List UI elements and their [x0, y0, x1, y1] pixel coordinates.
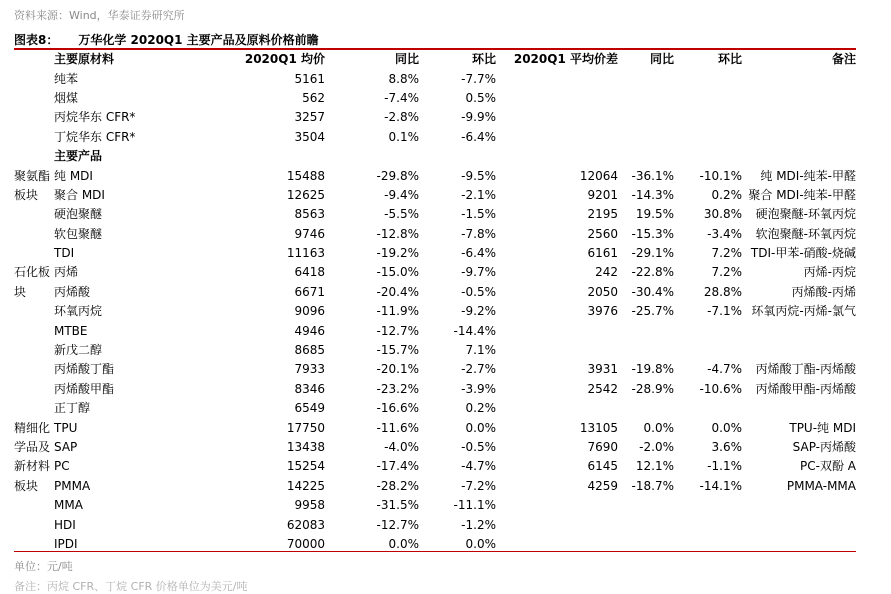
row-spread-qoq — [674, 128, 742, 147]
row-yoy: -4.0% — [384, 440, 419, 454]
footnote: 备注：丙烷 CFR、丁烷 CFR 价格单位为美元/吨 — [14, 580, 248, 593]
table-header-row — [14, 50, 856, 69]
row-group-label — [14, 283, 54, 302]
row-qoq: -1.2% — [461, 517, 496, 532]
row-spread-qoq: -10.1% — [699, 168, 742, 183]
row-avg-spread — [496, 341, 618, 360]
row-avg-spread — [496, 321, 618, 340]
row-note — [742, 128, 856, 147]
group-label-text: 学品及 — [14, 440, 51, 454]
row-yoy: -15.0% — [376, 265, 419, 280]
row-yoy: -5.5% — [384, 207, 419, 222]
header-yoy: 同比 — [394, 52, 419, 67]
row-group-label — [14, 147, 54, 166]
row-avg-spread: 9201 — [587, 187, 618, 202]
row-name: 丙烯酸甲酯 — [54, 381, 115, 396]
row-yoy: 0.1% — [388, 129, 419, 144]
row-avg-price: 3257 — [294, 110, 325, 125]
row-qoq — [419, 147, 496, 166]
row-spread-qoq: -1.1% — [707, 459, 742, 474]
table-row — [14, 108, 856, 127]
row-spread-yoy: -2.0% — [639, 440, 674, 454]
group-label-text: 板块 — [14, 187, 39, 202]
row-avg-price: 15254 — [286, 459, 325, 474]
row-yoy: 8.8% — [388, 71, 419, 86]
table-row — [14, 147, 856, 166]
row-avg-spread: 13105 — [579, 420, 618, 435]
row-qoq: -7.8% — [461, 226, 496, 241]
row-spread-yoy: 12.1% — [635, 459, 674, 474]
row-group-label — [14, 108, 54, 127]
row-qoq: -7.7% — [461, 71, 496, 86]
row-avg-price: 7933 — [294, 362, 325, 377]
row-avg-spread: 4259 — [587, 478, 618, 493]
table-row — [14, 225, 856, 244]
row-avg-spread — [496, 89, 618, 108]
row-avg-price: 17750 — [286, 420, 325, 435]
row-avg-price: 9096 — [294, 304, 325, 319]
row-avg-spread: 3976 — [587, 304, 618, 319]
table-row — [14, 418, 856, 437]
row-avg-spread: 2195 — [587, 207, 618, 222]
row-spread-yoy: 0.0% — [643, 420, 674, 435]
row-spread-yoy — [618, 69, 674, 88]
row-spread-qoq — [674, 515, 742, 534]
row-yoy: -20.1% — [376, 362, 419, 377]
row-spread-yoy: -36.1% — [631, 168, 674, 183]
row-spread-qoq — [674, 341, 742, 360]
row-spread-qoq: 7.2% — [711, 246, 742, 261]
row-qoq: -6.4% — [461, 246, 496, 261]
figure-number: 图表8： — [14, 33, 59, 47]
row-avg-price: 8563 — [294, 207, 325, 222]
row-avg-price: 3504 — [294, 129, 325, 144]
row-qoq: 0.0% — [465, 536, 496, 551]
row-spread-qoq — [674, 69, 742, 88]
row-name: 丙烷华东 CFR* — [54, 110, 136, 125]
row-spread-qoq: 28.8% — [703, 284, 742, 299]
row-yoy: -12.7% — [376, 517, 419, 532]
row-spread-qoq — [674, 108, 742, 127]
bottom-rule — [14, 551, 856, 552]
header-group — [14, 50, 54, 69]
row-spread-qoq: 7.2% — [711, 265, 742, 280]
row-avg-spread: 7690 — [587, 440, 618, 454]
row-spread-yoy — [618, 108, 674, 127]
row-spread-yoy: -14.3% — [631, 187, 674, 202]
row-group-label — [14, 69, 54, 88]
row-yoy — [325, 147, 419, 166]
row-group-label — [14, 128, 54, 147]
row-avg-spread — [496, 515, 618, 534]
row-qoq: -6.4% — [461, 129, 496, 144]
header-qoq: 环比 — [471, 52, 496, 67]
row-note — [742, 341, 856, 360]
row-group-label — [14, 166, 54, 185]
row-avg-spread: 2542 — [587, 381, 618, 396]
row-group-label — [14, 380, 54, 399]
row-group-label — [14, 302, 54, 321]
row-note — [742, 147, 856, 166]
table-row — [14, 69, 856, 88]
row-spread-yoy: -25.7% — [631, 304, 674, 319]
table-body — [14, 69, 856, 554]
row-spread-qoq: -10.6% — [699, 381, 742, 396]
row-avg-price: 11163 — [286, 246, 325, 261]
row-name: MMA — [54, 498, 83, 513]
header-note: 备注 — [831, 52, 856, 67]
row-name: PC — [54, 459, 70, 474]
row-yoy: -11.6% — [376, 420, 419, 435]
row-group-label — [14, 205, 54, 224]
row-group-label — [14, 496, 54, 515]
row-spread-yoy — [618, 399, 674, 418]
row-spread-yoy — [618, 515, 674, 534]
row-spread-qoq — [674, 321, 742, 340]
row-name: 丙烯 — [54, 265, 79, 280]
price-table — [14, 50, 856, 554]
row-group-label — [14, 360, 54, 379]
header-avg-price: 2020Q1 均价 — [244, 52, 325, 67]
row-avg-spread — [496, 128, 618, 147]
row-yoy: -31.5% — [376, 498, 419, 513]
row-yoy: -7.4% — [384, 90, 419, 105]
table-row — [14, 496, 856, 515]
row-note: 丙烯酸丁酯-丙烯酸 — [755, 362, 856, 377]
table-row — [14, 283, 856, 302]
row-note — [742, 321, 856, 340]
row-note: 环氧丙烷-丙烯-氯气 — [751, 304, 856, 319]
table-row — [14, 380, 856, 399]
row-avg-price: 70000 — [286, 536, 325, 551]
row-spread-qoq — [674, 496, 742, 515]
header-spread-yoy: 同比 — [649, 52, 674, 67]
row-yoy: -2.8% — [384, 110, 419, 125]
row-yoy: 0.0% — [388, 536, 419, 551]
row-note: SAP-丙烯酸 — [792, 440, 856, 454]
row-qoq: -2.1% — [461, 187, 496, 202]
row-spread-qoq: -3.4% — [707, 226, 742, 241]
row-note: 纯 MDI-纯苯-甲醛 — [760, 168, 856, 183]
row-yoy: -12.8% — [376, 226, 419, 241]
row-yoy: -23.2% — [376, 381, 419, 396]
table-row — [14, 321, 856, 340]
row-spread-yoy: -30.4% — [631, 284, 674, 299]
row-avg-price: 4946 — [294, 323, 325, 338]
row-group-label — [14, 263, 54, 282]
row-qoq: -9.9% — [461, 110, 496, 125]
row-avg-spread: 242 — [595, 265, 618, 280]
table-row — [14, 341, 856, 360]
row-name: TDI — [54, 246, 75, 261]
row-spread-yoy — [618, 147, 674, 166]
row-avg-spread: 6145 — [587, 459, 618, 474]
row-group-label — [14, 89, 54, 108]
row-spread-yoy — [618, 89, 674, 108]
row-name: SAP — [54, 440, 78, 454]
row-avg-price: 12625 — [286, 187, 325, 202]
row-note — [742, 496, 856, 515]
group-label-text: 石化板 — [14, 265, 51, 280]
row-qoq: -9.2% — [461, 304, 496, 319]
figure-title-text: 万华化学 2020Q1 主要产品及原料价格前瞻 — [78, 33, 319, 47]
header-material: 主要原材料 — [54, 52, 115, 67]
row-spread-yoy: -28.9% — [631, 381, 674, 396]
row-spread-qoq: -7.1% — [707, 304, 742, 319]
row-name: 软包聚醚 — [54, 226, 103, 241]
row-spread-qoq: 0.2% — [711, 187, 742, 202]
row-group-label — [14, 225, 54, 244]
row-name: 环氧丙烷 — [54, 304, 103, 319]
row-name: 主要产品 — [54, 149, 103, 164]
row-avg-price: 8685 — [294, 343, 325, 358]
row-name: 正丁醇 — [54, 401, 91, 416]
table-row — [14, 205, 856, 224]
row-note — [742, 69, 856, 88]
row-yoy: -11.9% — [376, 304, 419, 319]
row-avg-spread: 6161 — [587, 246, 618, 261]
row-yoy: -20.4% — [376, 284, 419, 299]
row-spread-yoy — [618, 321, 674, 340]
row-spread-yoy: 19.5% — [635, 207, 674, 222]
row-avg-price: 6671 — [294, 284, 325, 299]
table-row — [14, 244, 856, 263]
row-yoy: -19.2% — [376, 246, 419, 261]
row-name: 烟煤 — [54, 90, 79, 105]
row-avg-spread — [496, 147, 618, 166]
table-row — [14, 89, 856, 108]
row-group-label — [14, 438, 54, 457]
row-avg-price: 9958 — [294, 498, 325, 513]
group-label-text: 板块 — [14, 478, 39, 493]
row-yoy: -15.7% — [376, 343, 419, 358]
row-avg-spread: 2050 — [587, 284, 618, 299]
row-spread-yoy — [618, 496, 674, 515]
row-avg-price: 62083 — [286, 517, 325, 532]
row-name: 新戊二醇 — [54, 343, 103, 358]
row-qoq: -3.9% — [461, 381, 496, 396]
table-row — [14, 515, 856, 534]
row-qoq: 0.2% — [465, 401, 496, 416]
row-group-label — [14, 418, 54, 437]
source-note: 资料来源：Wind，华泰证券研究所 — [14, 9, 185, 22]
row-note: TPU-纯 MDI — [789, 420, 856, 435]
row-spread-qoq: -14.1% — [699, 478, 742, 493]
row-note — [742, 89, 856, 108]
row-avg-price: 6549 — [294, 401, 325, 416]
table-row — [14, 457, 856, 476]
row-note — [742, 399, 856, 418]
row-name: IPDI — [54, 536, 78, 551]
table-row — [14, 438, 856, 457]
row-spread-yoy: -22.8% — [631, 265, 674, 280]
row-group-label — [14, 186, 54, 205]
table-row — [14, 263, 856, 282]
row-spread-qoq — [674, 147, 742, 166]
group-label-text: 新材料 — [14, 459, 51, 474]
row-avg-price: 14225 — [286, 478, 325, 493]
row-avg-price: 562 — [302, 90, 325, 105]
row-group-label — [14, 341, 54, 360]
row-note: 丙烯-丙烷 — [803, 265, 856, 280]
row-group-label — [14, 477, 54, 496]
table-row — [14, 186, 856, 205]
row-name: 聚合 MDI — [54, 187, 105, 202]
row-note: 硬泡聚醚-环氧丙烷 — [755, 207, 856, 222]
row-group-label — [14, 321, 54, 340]
row-yoy: -28.2% — [376, 478, 419, 493]
row-name: 硬泡聚醚 — [54, 207, 103, 222]
row-qoq: -0.5% — [461, 284, 496, 299]
row-spread-yoy: -18.7% — [631, 478, 674, 493]
row-yoy: -12.7% — [376, 323, 419, 338]
row-name: MTBE — [54, 323, 88, 338]
row-avg-spread: 12064 — [579, 168, 618, 183]
row-spread-yoy — [618, 341, 674, 360]
table-row — [14, 360, 856, 379]
row-spread-yoy: -29.1% — [631, 246, 674, 261]
row-note: PC-双酚 A — [800, 459, 856, 474]
group-label-text: 块 — [14, 284, 27, 299]
figure-title — [14, 31, 319, 48]
row-avg-price: 8346 — [294, 381, 325, 396]
table-row — [14, 166, 856, 185]
row-spread-qoq: -4.7% — [707, 362, 742, 377]
row-avg-spread: 3931 — [587, 362, 618, 377]
row-name: 纯苯 — [54, 71, 79, 86]
row-group-label — [14, 457, 54, 476]
group-label-text: 精细化 — [14, 420, 51, 435]
row-name: 纯 MDI — [54, 168, 93, 183]
row-qoq: -4.7% — [461, 459, 496, 474]
table-row — [14, 302, 856, 321]
row-avg-price: 15488 — [286, 168, 325, 183]
row-note: 丙烯酸-丙烯 — [791, 284, 856, 299]
row-avg-price: 5161 — [294, 71, 325, 86]
row-yoy: -17.4% — [376, 459, 419, 474]
row-name: 丁烷华东 CFR* — [54, 129, 136, 144]
row-qoq: 7.1% — [465, 343, 496, 358]
row-qoq: 0.5% — [465, 90, 496, 105]
table-row — [14, 399, 856, 418]
row-qoq: -14.4% — [453, 323, 496, 338]
row-qoq: -1.5% — [461, 207, 496, 222]
row-note: TDI-甲苯-硝酸-烧碱 — [750, 246, 856, 261]
row-spread-qoq — [674, 89, 742, 108]
row-spread-qoq — [674, 399, 742, 418]
row-avg-price: 13438 — [286, 440, 325, 454]
row-qoq: -11.1% — [453, 498, 496, 513]
row-avg-price: 6418 — [294, 265, 325, 280]
row-spread-qoq: 30.8% — [703, 207, 742, 222]
row-avg-price: 9746 — [294, 226, 325, 241]
row-name: PMMA — [54, 478, 91, 493]
row-note: 软泡聚醚-环氧丙烷 — [755, 226, 856, 241]
row-qoq: -9.5% — [461, 168, 496, 183]
row-spread-yoy — [618, 128, 674, 147]
row-name: 丙烯酸 — [54, 284, 91, 299]
row-name: 丙烯酸丁酯 — [54, 362, 115, 377]
row-note — [742, 108, 856, 127]
row-yoy: -29.8% — [376, 168, 419, 183]
row-yoy: -9.4% — [384, 187, 419, 202]
unit-note: 单位：元/吨 — [14, 560, 73, 573]
row-avg-spread — [496, 496, 618, 515]
row-qoq: -2.7% — [461, 362, 496, 377]
row-qoq: -7.2% — [461, 478, 496, 493]
row-group-label — [14, 515, 54, 534]
row-avg-spread — [496, 399, 618, 418]
row-spread-qoq: 0.0% — [711, 420, 742, 435]
row-qoq: -0.5% — [461, 440, 496, 454]
header-avg-spread: 2020Q1 平均价差 — [513, 52, 618, 67]
row-spread-yoy: -19.8% — [631, 362, 674, 377]
row-note: PMMA-MMA — [786, 478, 856, 493]
row-avg-spread — [496, 69, 618, 88]
header-spread-qoq: 环比 — [717, 52, 742, 67]
group-label-text: 聚氨酯 — [14, 168, 51, 183]
row-note: 丙烯酸甲酯-丙烯酸 — [755, 381, 856, 396]
row-name: HDI — [54, 517, 76, 532]
row-group-label — [14, 399, 54, 418]
row-avg-spread — [496, 108, 618, 127]
row-spread-yoy: -15.3% — [631, 226, 674, 241]
row-avg-price — [184, 147, 325, 166]
row-spread-qoq: 3.6% — [711, 440, 742, 454]
row-group-label — [14, 244, 54, 263]
row-note — [742, 515, 856, 534]
row-note: 聚合 MDI-纯苯-甲醛 — [748, 187, 856, 202]
row-name: TPU — [54, 420, 78, 435]
row-qoq: 0.0% — [465, 420, 496, 435]
row-qoq: -9.7% — [461, 265, 496, 280]
row-yoy: -16.6% — [376, 401, 419, 416]
row-avg-spread: 2560 — [587, 226, 618, 241]
table-row — [14, 477, 856, 496]
table-row — [14, 128, 856, 147]
